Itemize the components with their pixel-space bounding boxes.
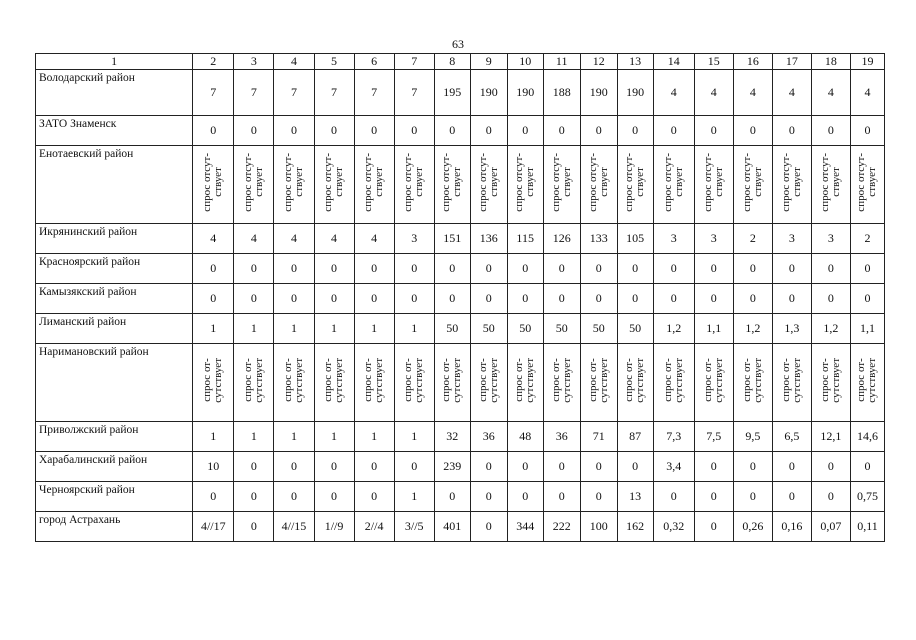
table-cell: 4//17 xyxy=(193,512,234,542)
table-cell: 0 xyxy=(234,452,274,482)
column-number: 10 xyxy=(507,54,543,70)
table-cell: 0 xyxy=(733,254,772,284)
vertical-cell-text: спрос отсут- ствует xyxy=(513,153,537,212)
table-cell: 1,3 xyxy=(772,314,811,344)
table-cell: 3 xyxy=(653,224,694,254)
table-row xyxy=(36,344,885,422)
table-cell: 190 xyxy=(507,70,543,116)
table-cell: 0 xyxy=(653,482,694,512)
vertical-cell-text: спрос от- сутствует xyxy=(362,358,386,403)
table-cell: 0,11 xyxy=(850,512,884,542)
vertical-cell-text: спрос отсут- ствует xyxy=(779,153,803,212)
table-cell xyxy=(394,344,434,422)
column-number: 6 xyxy=(354,54,394,70)
table-cell: 100 xyxy=(580,512,617,542)
table-cell: 48 xyxy=(507,422,543,452)
table-cell: 0 xyxy=(470,116,507,146)
table-cell: 2 xyxy=(733,224,772,254)
vertical-cell-text: спрос отсут- ствует xyxy=(855,153,879,212)
table-cell: 0 xyxy=(470,452,507,482)
table-row xyxy=(36,284,885,314)
table-cell: 3 xyxy=(811,224,850,254)
table-cell xyxy=(733,344,772,422)
table-cell xyxy=(617,344,653,422)
table-cell: 0 xyxy=(772,116,811,146)
table-cell: 0 xyxy=(434,284,470,314)
table-cell: 0 xyxy=(811,254,850,284)
vertical-cell-text: спрос от- сутствует xyxy=(201,358,225,403)
table-cell: 50 xyxy=(434,314,470,344)
table-cell xyxy=(653,146,694,224)
table-cell: 0 xyxy=(234,284,274,314)
table-cell: 0 xyxy=(543,284,580,314)
table-cell: 0 xyxy=(234,254,274,284)
table-cell: 401 xyxy=(434,512,470,542)
table-cell: 0 xyxy=(772,452,811,482)
table-cell: 3,4 xyxy=(653,452,694,482)
vertical-cell-text: спрос от- сутствует xyxy=(476,358,500,403)
table-cell: 1 xyxy=(274,314,314,344)
table-cell: 7 xyxy=(394,70,434,116)
table-cell: 0 xyxy=(354,116,394,146)
table-cell xyxy=(543,344,580,422)
table-cell: 12,1 xyxy=(811,422,850,452)
table-cell: 50 xyxy=(580,314,617,344)
vertical-cell-text: спрос отсут- ствует xyxy=(362,153,386,212)
table-cell: 0 xyxy=(580,482,617,512)
table-cell: 0 xyxy=(507,452,543,482)
table-cell: 1,1 xyxy=(694,314,733,344)
table-cell: 0 xyxy=(617,452,653,482)
table-cell: 0 xyxy=(850,254,884,284)
table-cell: 7 xyxy=(274,70,314,116)
table-cell: 0 xyxy=(733,482,772,512)
table-cell: 3//5 xyxy=(394,512,434,542)
table-cell: 0 xyxy=(470,284,507,314)
district-name: Енотаевский район xyxy=(36,146,193,224)
table-cell: 4 xyxy=(653,70,694,116)
table-cell: 0 xyxy=(772,284,811,314)
table-cell: 7 xyxy=(314,70,354,116)
table-cell xyxy=(694,344,733,422)
table-cell: 0 xyxy=(354,452,394,482)
district-name: Черноярский район xyxy=(36,482,193,512)
table-cell: 0 xyxy=(543,482,580,512)
table-cell: 0 xyxy=(234,482,274,512)
vertical-cell-text: спрос от- сутствует xyxy=(818,358,842,403)
table-cell: 0 xyxy=(580,452,617,482)
table-cell xyxy=(470,146,507,224)
table-row xyxy=(36,422,885,452)
table-cell: 50 xyxy=(470,314,507,344)
table-cell: 239 xyxy=(434,452,470,482)
table-cell: 0 xyxy=(470,512,507,542)
table-cell: 0 xyxy=(274,284,314,314)
column-number: 16 xyxy=(733,54,772,70)
table-cell xyxy=(772,146,811,224)
table-cell: 0 xyxy=(543,254,580,284)
table-cell: 0 xyxy=(580,284,617,314)
table-cell: 0 xyxy=(394,254,434,284)
table-cell: 7,3 xyxy=(653,422,694,452)
table-cell: 0 xyxy=(850,116,884,146)
table-cell: 0 xyxy=(434,116,470,146)
table-cell: 0 xyxy=(507,254,543,284)
table-cell xyxy=(617,146,653,224)
column-number: 13 xyxy=(617,54,653,70)
table-cell xyxy=(274,344,314,422)
table-cell xyxy=(733,146,772,224)
table-cell: 50 xyxy=(617,314,653,344)
table-cell: 0 xyxy=(394,116,434,146)
table-cell: 0 xyxy=(694,452,733,482)
table-cell: 0 xyxy=(617,254,653,284)
vertical-cell-text: спрос от- сутствует xyxy=(740,358,764,403)
column-number: 9 xyxy=(470,54,507,70)
district-name: Володарский район xyxy=(36,70,193,116)
column-number: 14 xyxy=(653,54,694,70)
table-cell: 190 xyxy=(470,70,507,116)
vertical-cell-text: спрос отсут- ствует xyxy=(322,153,346,212)
table-cell: 0 xyxy=(694,512,733,542)
table-cell: 0 xyxy=(314,284,354,314)
table-cell: 0 xyxy=(274,116,314,146)
table-cell: 10 xyxy=(193,452,234,482)
table-cell: 0 xyxy=(694,116,733,146)
table-cell: 0 xyxy=(507,116,543,146)
table-cell: 126 xyxy=(543,224,580,254)
table-cell: 0 xyxy=(314,482,354,512)
table-cell: 1 xyxy=(354,422,394,452)
table-cell: 0,32 xyxy=(653,512,694,542)
table-cell: 1 xyxy=(314,314,354,344)
table-cell: 1 xyxy=(234,314,274,344)
vertical-cell-text: спрос от- сутствует xyxy=(549,358,573,403)
column-number: 1 xyxy=(36,54,193,70)
table-cell xyxy=(580,146,617,224)
table-cell: 0 xyxy=(470,482,507,512)
table-cell: 162 xyxy=(617,512,653,542)
table-cell xyxy=(507,146,543,224)
table-cell: 1 xyxy=(394,482,434,512)
table-cell: 2//4 xyxy=(354,512,394,542)
table-cell: 0 xyxy=(507,482,543,512)
table-cell: 3 xyxy=(772,224,811,254)
vertical-cell-text: спрос от- сутствует xyxy=(855,358,879,403)
table-cell: 4 xyxy=(193,224,234,254)
table-row xyxy=(36,512,885,542)
table-cell xyxy=(470,344,507,422)
table-cell: 0 xyxy=(470,254,507,284)
table-cell: 0 xyxy=(772,482,811,512)
table-cell xyxy=(193,146,234,224)
column-number-row xyxy=(36,54,885,70)
table-cell: 344 xyxy=(507,512,543,542)
table-cell: 0 xyxy=(434,482,470,512)
table-cell: 0 xyxy=(617,116,653,146)
data-table xyxy=(35,53,885,542)
table-cell: 2 xyxy=(850,224,884,254)
table-cell xyxy=(850,344,884,422)
table-cell xyxy=(193,344,234,422)
table-cell xyxy=(507,344,543,422)
table-cell: 7,5 xyxy=(694,422,733,452)
table-row xyxy=(36,314,885,344)
table-cell: 0 xyxy=(850,284,884,314)
table-cell: 0 xyxy=(733,452,772,482)
table-cell: 14,6 xyxy=(850,422,884,452)
table-cell: 7 xyxy=(193,70,234,116)
table-cell: 7 xyxy=(354,70,394,116)
table-row xyxy=(36,224,885,254)
table-cell xyxy=(850,146,884,224)
table-cell: 0,26 xyxy=(733,512,772,542)
vertical-cell-text: спрос от- сутствует xyxy=(241,358,265,403)
table-cell: 32 xyxy=(434,422,470,452)
table-cell: 188 xyxy=(543,70,580,116)
table-cell: 0 xyxy=(580,254,617,284)
table-cell: 0 xyxy=(694,284,733,314)
vertical-cell-text: спрос отсут- ствует xyxy=(586,153,610,212)
district-name: Лиманский район xyxy=(36,314,193,344)
table-cell: 0 xyxy=(314,254,354,284)
table-cell xyxy=(811,344,850,422)
table-cell: 0 xyxy=(733,116,772,146)
table-cell: 190 xyxy=(617,70,653,116)
table-cell: 0 xyxy=(811,452,850,482)
vertical-cell-text: спрос от- сутствует xyxy=(779,358,803,403)
vertical-cell-text: спрос отсут- ствует xyxy=(440,153,464,212)
vertical-cell-text: спрос от- сутствует xyxy=(402,358,426,403)
table-cell: 7 xyxy=(234,70,274,116)
table-cell: 1 xyxy=(354,314,394,344)
district-name: ЗАТО Знаменск xyxy=(36,116,193,146)
table-cell: 0 xyxy=(354,254,394,284)
vertical-cell-text: спрос от- сутствует xyxy=(586,358,610,403)
table-cell: 0 xyxy=(653,116,694,146)
column-number: 15 xyxy=(694,54,733,70)
table-cell: 1,1 xyxy=(850,314,884,344)
table-cell: 1,2 xyxy=(811,314,850,344)
table-cell: 4 xyxy=(733,70,772,116)
table-cell: 0 xyxy=(580,116,617,146)
table-cell: 0 xyxy=(811,482,850,512)
table-cell: 0,16 xyxy=(772,512,811,542)
table-cell: 4 xyxy=(694,70,733,116)
column-number: 4 xyxy=(274,54,314,70)
vertical-cell-text: спрос отсут- ствует xyxy=(549,153,573,212)
table-cell: 0 xyxy=(274,482,314,512)
table-cell: 0 xyxy=(850,452,884,482)
table-cell xyxy=(234,146,274,224)
vertical-cell-text: спрос отсут- ствует xyxy=(661,153,685,212)
vertical-cell-text: спрос отсут- ствует xyxy=(402,153,426,212)
table-cell: 4 xyxy=(274,224,314,254)
table-row xyxy=(36,452,885,482)
column-number: 19 xyxy=(850,54,884,70)
table-cell: 4 xyxy=(234,224,274,254)
column-number: 11 xyxy=(543,54,580,70)
vertical-cell-text: спрос от- сутствует xyxy=(701,358,725,403)
table-cell: 6,5 xyxy=(772,422,811,452)
table-cell: 133 xyxy=(580,224,617,254)
table-cell: 0 xyxy=(354,482,394,512)
table-cell: 0 xyxy=(274,452,314,482)
page-number: 63 xyxy=(452,37,464,51)
table-cell: 0 xyxy=(617,284,653,314)
vertical-cell-text: спрос от- сутствует xyxy=(513,358,537,403)
vertical-cell-text: спрос отсут- ствует xyxy=(818,153,842,212)
district-name: Наримановский район xyxy=(36,344,193,422)
table-cell xyxy=(314,344,354,422)
vertical-cell-text: спрос отсут- ствует xyxy=(701,153,725,212)
table-cell: 4 xyxy=(811,70,850,116)
vertical-cell-text: спрос от- сутствует xyxy=(322,358,346,403)
district-name: Приволжский район xyxy=(36,422,193,452)
column-number: 12 xyxy=(580,54,617,70)
vertical-cell-text: спрос отсут- ствует xyxy=(476,153,500,212)
table-cell: 1//9 xyxy=(314,512,354,542)
table-cell xyxy=(434,344,470,422)
vertical-cell-text: спрос от- сутствует xyxy=(281,358,305,403)
district-name: Икрянинский район xyxy=(36,224,193,254)
table-cell: 4 xyxy=(772,70,811,116)
table-cell: 195 xyxy=(434,70,470,116)
table-cell: 222 xyxy=(543,512,580,542)
table-cell: 151 xyxy=(434,224,470,254)
vertical-cell-text: спрос отсут- ствует xyxy=(201,153,225,212)
table-cell xyxy=(543,146,580,224)
table-cell: 1 xyxy=(193,422,234,452)
table-cell: 50 xyxy=(507,314,543,344)
table-cell: 0 xyxy=(394,452,434,482)
column-number: 5 xyxy=(314,54,354,70)
table-cell: 0 xyxy=(772,254,811,284)
table-cell: 0 xyxy=(434,254,470,284)
table-cell: 0 xyxy=(653,284,694,314)
table-cell: 4//15 xyxy=(274,512,314,542)
table-row xyxy=(36,482,885,512)
table-cell xyxy=(314,146,354,224)
table-cell: 0 xyxy=(811,284,850,314)
table-cell xyxy=(354,344,394,422)
column-number: 3 xyxy=(234,54,274,70)
table-cell: 1 xyxy=(394,314,434,344)
table-cell xyxy=(811,146,850,224)
table-row xyxy=(36,146,885,224)
table-cell: 9,5 xyxy=(733,422,772,452)
vertical-cell-text: спрос отсут- ствует xyxy=(281,153,305,212)
table-cell: 0 xyxy=(274,254,314,284)
table-cell: 1 xyxy=(234,422,274,452)
column-number: 2 xyxy=(193,54,234,70)
table-row xyxy=(36,254,885,284)
table-cell: 1,2 xyxy=(733,314,772,344)
table-cell xyxy=(394,146,434,224)
table-row xyxy=(36,70,885,116)
table-cell xyxy=(772,344,811,422)
table-cell: 0 xyxy=(193,254,234,284)
vertical-cell-text: спрос от- сутствует xyxy=(661,358,685,403)
table-cell: 0,75 xyxy=(850,482,884,512)
table-cell: 115 xyxy=(507,224,543,254)
table-cell: 1 xyxy=(314,422,354,452)
table-cell xyxy=(434,146,470,224)
table-cell: 0 xyxy=(354,284,394,314)
table-cell: 0 xyxy=(394,284,434,314)
table-cell: 105 xyxy=(617,224,653,254)
table-cell: 0 xyxy=(234,116,274,146)
table-row xyxy=(36,116,885,146)
district-name: Красноярский район xyxy=(36,254,193,284)
table-cell: 71 xyxy=(580,422,617,452)
table-cell: 13 xyxy=(617,482,653,512)
table-cell: 4 xyxy=(354,224,394,254)
table-cell: 1 xyxy=(394,422,434,452)
table-cell: 136 xyxy=(470,224,507,254)
table-cell: 3 xyxy=(694,224,733,254)
table-cell: 0 xyxy=(193,284,234,314)
table-cell: 36 xyxy=(543,422,580,452)
vertical-cell-text: спрос отсут- ствует xyxy=(623,153,647,212)
table-cell: 0 xyxy=(234,512,274,542)
table-cell: 0 xyxy=(653,254,694,284)
table-cell: 0 xyxy=(193,482,234,512)
table-cell: 1 xyxy=(193,314,234,344)
column-number: 8 xyxy=(434,54,470,70)
table-cell: 190 xyxy=(580,70,617,116)
table-cell: 0 xyxy=(193,116,234,146)
table-cell: 1,2 xyxy=(653,314,694,344)
district-name: Харабалинский район xyxy=(36,452,193,482)
table-cell: 4 xyxy=(850,70,884,116)
table-cell: 36 xyxy=(470,422,507,452)
table-cell: 0 xyxy=(543,116,580,146)
table-cell: 0 xyxy=(694,254,733,284)
table-cell: 4 xyxy=(314,224,354,254)
table-cell: 0 xyxy=(733,284,772,314)
table-cell: 50 xyxy=(543,314,580,344)
column-number: 17 xyxy=(772,54,811,70)
table-cell: 87 xyxy=(617,422,653,452)
table-cell xyxy=(234,344,274,422)
district-name: город Астрахань xyxy=(36,512,193,542)
table-cell xyxy=(274,146,314,224)
table-cell xyxy=(694,146,733,224)
vertical-cell-text: спрос от- сутствует xyxy=(623,358,647,403)
table-cell xyxy=(653,344,694,422)
table-cell: 1 xyxy=(274,422,314,452)
table-cell: 3 xyxy=(394,224,434,254)
district-name: Камызякский район xyxy=(36,284,193,314)
table-cell: 0 xyxy=(507,284,543,314)
vertical-cell-text: спрос отсут- ствует xyxy=(241,153,265,212)
table-cell xyxy=(580,344,617,422)
table-cell: 0 xyxy=(314,452,354,482)
table-cell: 0 xyxy=(694,482,733,512)
vertical-cell-text: спрос от- сутствует xyxy=(440,358,464,403)
vertical-cell-text: спрос отсут- ствует xyxy=(740,153,764,212)
column-number: 7 xyxy=(394,54,434,70)
table-cell: 0 xyxy=(811,116,850,146)
table-cell: 0,07 xyxy=(811,512,850,542)
table-cell xyxy=(354,146,394,224)
column-number: 18 xyxy=(811,54,850,70)
table-cell: 0 xyxy=(314,116,354,146)
table-cell: 0 xyxy=(543,452,580,482)
